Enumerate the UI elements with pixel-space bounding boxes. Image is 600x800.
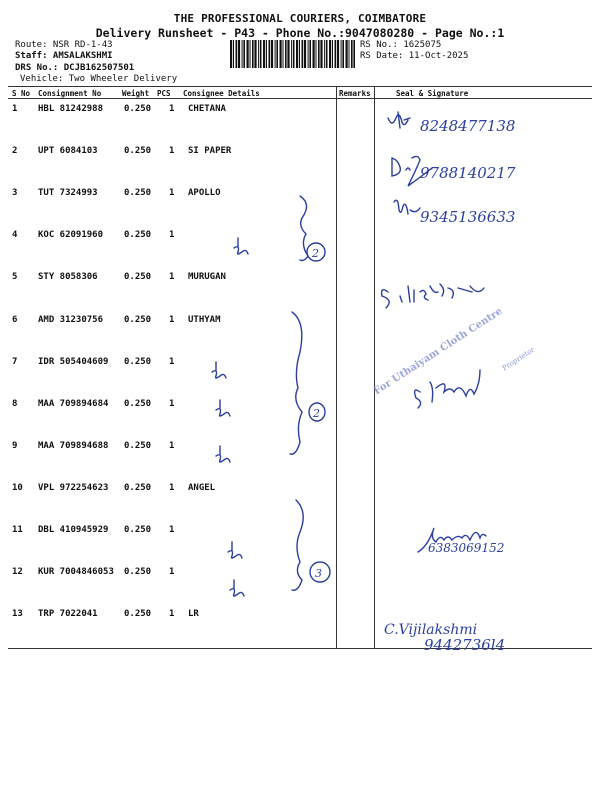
row-sno: 7 [12, 356, 18, 367]
row-weight: 0.250 [124, 398, 152, 409]
barcode [230, 40, 355, 68]
row-sno: 13 [12, 609, 23, 620]
col-sno: S No [12, 89, 31, 98]
count-group1: 2 [312, 247, 319, 260]
row-pcs: 1 [169, 398, 175, 409]
col-remarks: Remarks [339, 89, 371, 98]
row-weight: 0.250 [124, 482, 152, 493]
row-pcs: 1 [169, 525, 175, 535]
row-consignment-no: IDR 505404609 [38, 356, 109, 367]
row-weight: 0.250 [124, 272, 152, 283]
row-consignment-no: VPL 972254623 [38, 482, 109, 493]
table-row [8, 311, 592, 353]
row-weight: 0.250 [124, 104, 152, 114]
row-consignment-no: MAA 709894688 [38, 440, 109, 451]
route-label: Route: NSR RD-1-43 [15, 40, 113, 50]
row-consignee: UTHYAM [188, 314, 221, 325]
phone-row13: 9442736l4 [424, 636, 506, 654]
row-consignment-no: STY 8058306 [38, 272, 98, 283]
row-pcs: 1 [169, 609, 175, 620]
table-row [8, 395, 592, 437]
row-pcs: 1 [169, 188, 175, 199]
col-seal: Seal & Signature [396, 89, 469, 98]
row-consignee: LR [188, 609, 199, 620]
name-row13: C.Vijilakshmi [384, 622, 478, 638]
row-sno: 6 [12, 314, 18, 325]
shop-stamp: For Uthaiyam Cloth Centre [372, 305, 505, 398]
row-weight: 0.250 [124, 356, 152, 367]
table-row [8, 605, 592, 647]
phone-row1: 8248477138 [420, 117, 516, 135]
table-row [8, 268, 592, 310]
row-sno: 2 [12, 146, 18, 157]
row-consignment-no: KOC 62091960 [38, 230, 104, 241]
table-row [8, 226, 592, 268]
row-consignee: MURUGAN [188, 272, 226, 283]
row-consignment-no: TRP 7022041 [38, 609, 98, 620]
row-weight: 0.250 [124, 525, 152, 535]
row-consignee: CHETANA [188, 104, 226, 114]
row-consignment-no: DBL 410945929 [38, 525, 109, 535]
row-sno: 8 [12, 398, 18, 409]
col-pcs: PCS [157, 89, 171, 98]
row-sno: 12 [12, 567, 23, 578]
row-pcs: 1 [169, 567, 175, 578]
row-pcs: 1 [169, 146, 175, 157]
staff-label: Staff: AMSALAKSHMI [15, 51, 113, 61]
phone-row3: 9345136633 [420, 208, 516, 226]
row-weight: 0.250 [124, 609, 152, 620]
table-row [8, 184, 592, 226]
row-consignee: SI PAPER [188, 146, 232, 157]
row-weight: 0.250 [124, 230, 152, 241]
row-consignment-no: AMD 31230756 [38, 314, 104, 325]
row-consignee: APOLLO [188, 188, 221, 199]
vehicle-label: Vehicle: Two Wheeler Delivery [20, 74, 178, 84]
row-consignment-no: KUR 7004846053 [38, 567, 114, 578]
table-row [8, 142, 592, 184]
row-sno: 5 [12, 272, 18, 283]
row-pcs: 1 [169, 482, 175, 493]
row-sno: 1 [12, 104, 18, 114]
phone-row2: 9788140217 [420, 164, 516, 182]
row-pcs: 1 [169, 314, 175, 325]
count-group3: 3 [315, 567, 322, 580]
table-row [8, 521, 592, 563]
row-sno: 3 [12, 188, 18, 199]
row-sno: 9 [12, 440, 18, 451]
table-row [8, 563, 592, 605]
runsheet-title: Delivery Runsheet - P43 - Phone No.:9047080280 - Page No.:1 [95, 26, 505, 40]
row-weight: 0.250 [124, 188, 152, 199]
table-bottom-rule [8, 648, 592, 649]
table-row [8, 100, 592, 142]
header-title: THE PROFESSIONAL COURIERS, COIMBATORE [173, 12, 427, 25]
row-pcs: 1 [169, 230, 175, 241]
header-rule [8, 98, 592, 99]
col-consignee: Consignee Details [183, 89, 260, 98]
shop-stamp-sub: Proprietor [500, 345, 537, 373]
row-weight: 0.250 [124, 567, 152, 578]
row-consignment-no: TUT 7324993 [38, 188, 98, 199]
count-group2: 2 [313, 407, 320, 420]
row-weight: 0.250 [124, 314, 152, 325]
row-sno: 4 [12, 230, 18, 241]
row-sno: 11 [12, 525, 23, 535]
phone-row11: 6383069152 [428, 541, 505, 555]
row-pcs: 1 [169, 272, 175, 283]
col-weight: Weight [122, 89, 150, 98]
row-consignment-no: UPT 6084103 [38, 146, 98, 157]
table-row [8, 479, 592, 521]
row-consignee: ANGEL [188, 482, 216, 493]
drs-label: DRS No.: DCJB162507501 [15, 63, 135, 73]
row-pcs: 1 [169, 440, 175, 451]
row-consignment-no: HBL 81242988 [38, 104, 104, 114]
row-sno: 10 [12, 482, 23, 493]
table-row [8, 437, 592, 479]
table-row [8, 353, 592, 395]
table-top-rule [8, 86, 592, 87]
rs-date: RS Date: 11-Oct-2025 [360, 51, 469, 61]
rs-number: RS No.: 1625075 [360, 40, 442, 50]
row-consignment-no: MAA 709894684 [38, 398, 109, 409]
row-weight: 0.250 [124, 440, 152, 451]
col-consignment: Consignment No [38, 89, 102, 98]
row-pcs: 1 [169, 104, 175, 114]
row-weight: 0.250 [124, 146, 152, 157]
row-pcs: 1 [169, 356, 175, 367]
